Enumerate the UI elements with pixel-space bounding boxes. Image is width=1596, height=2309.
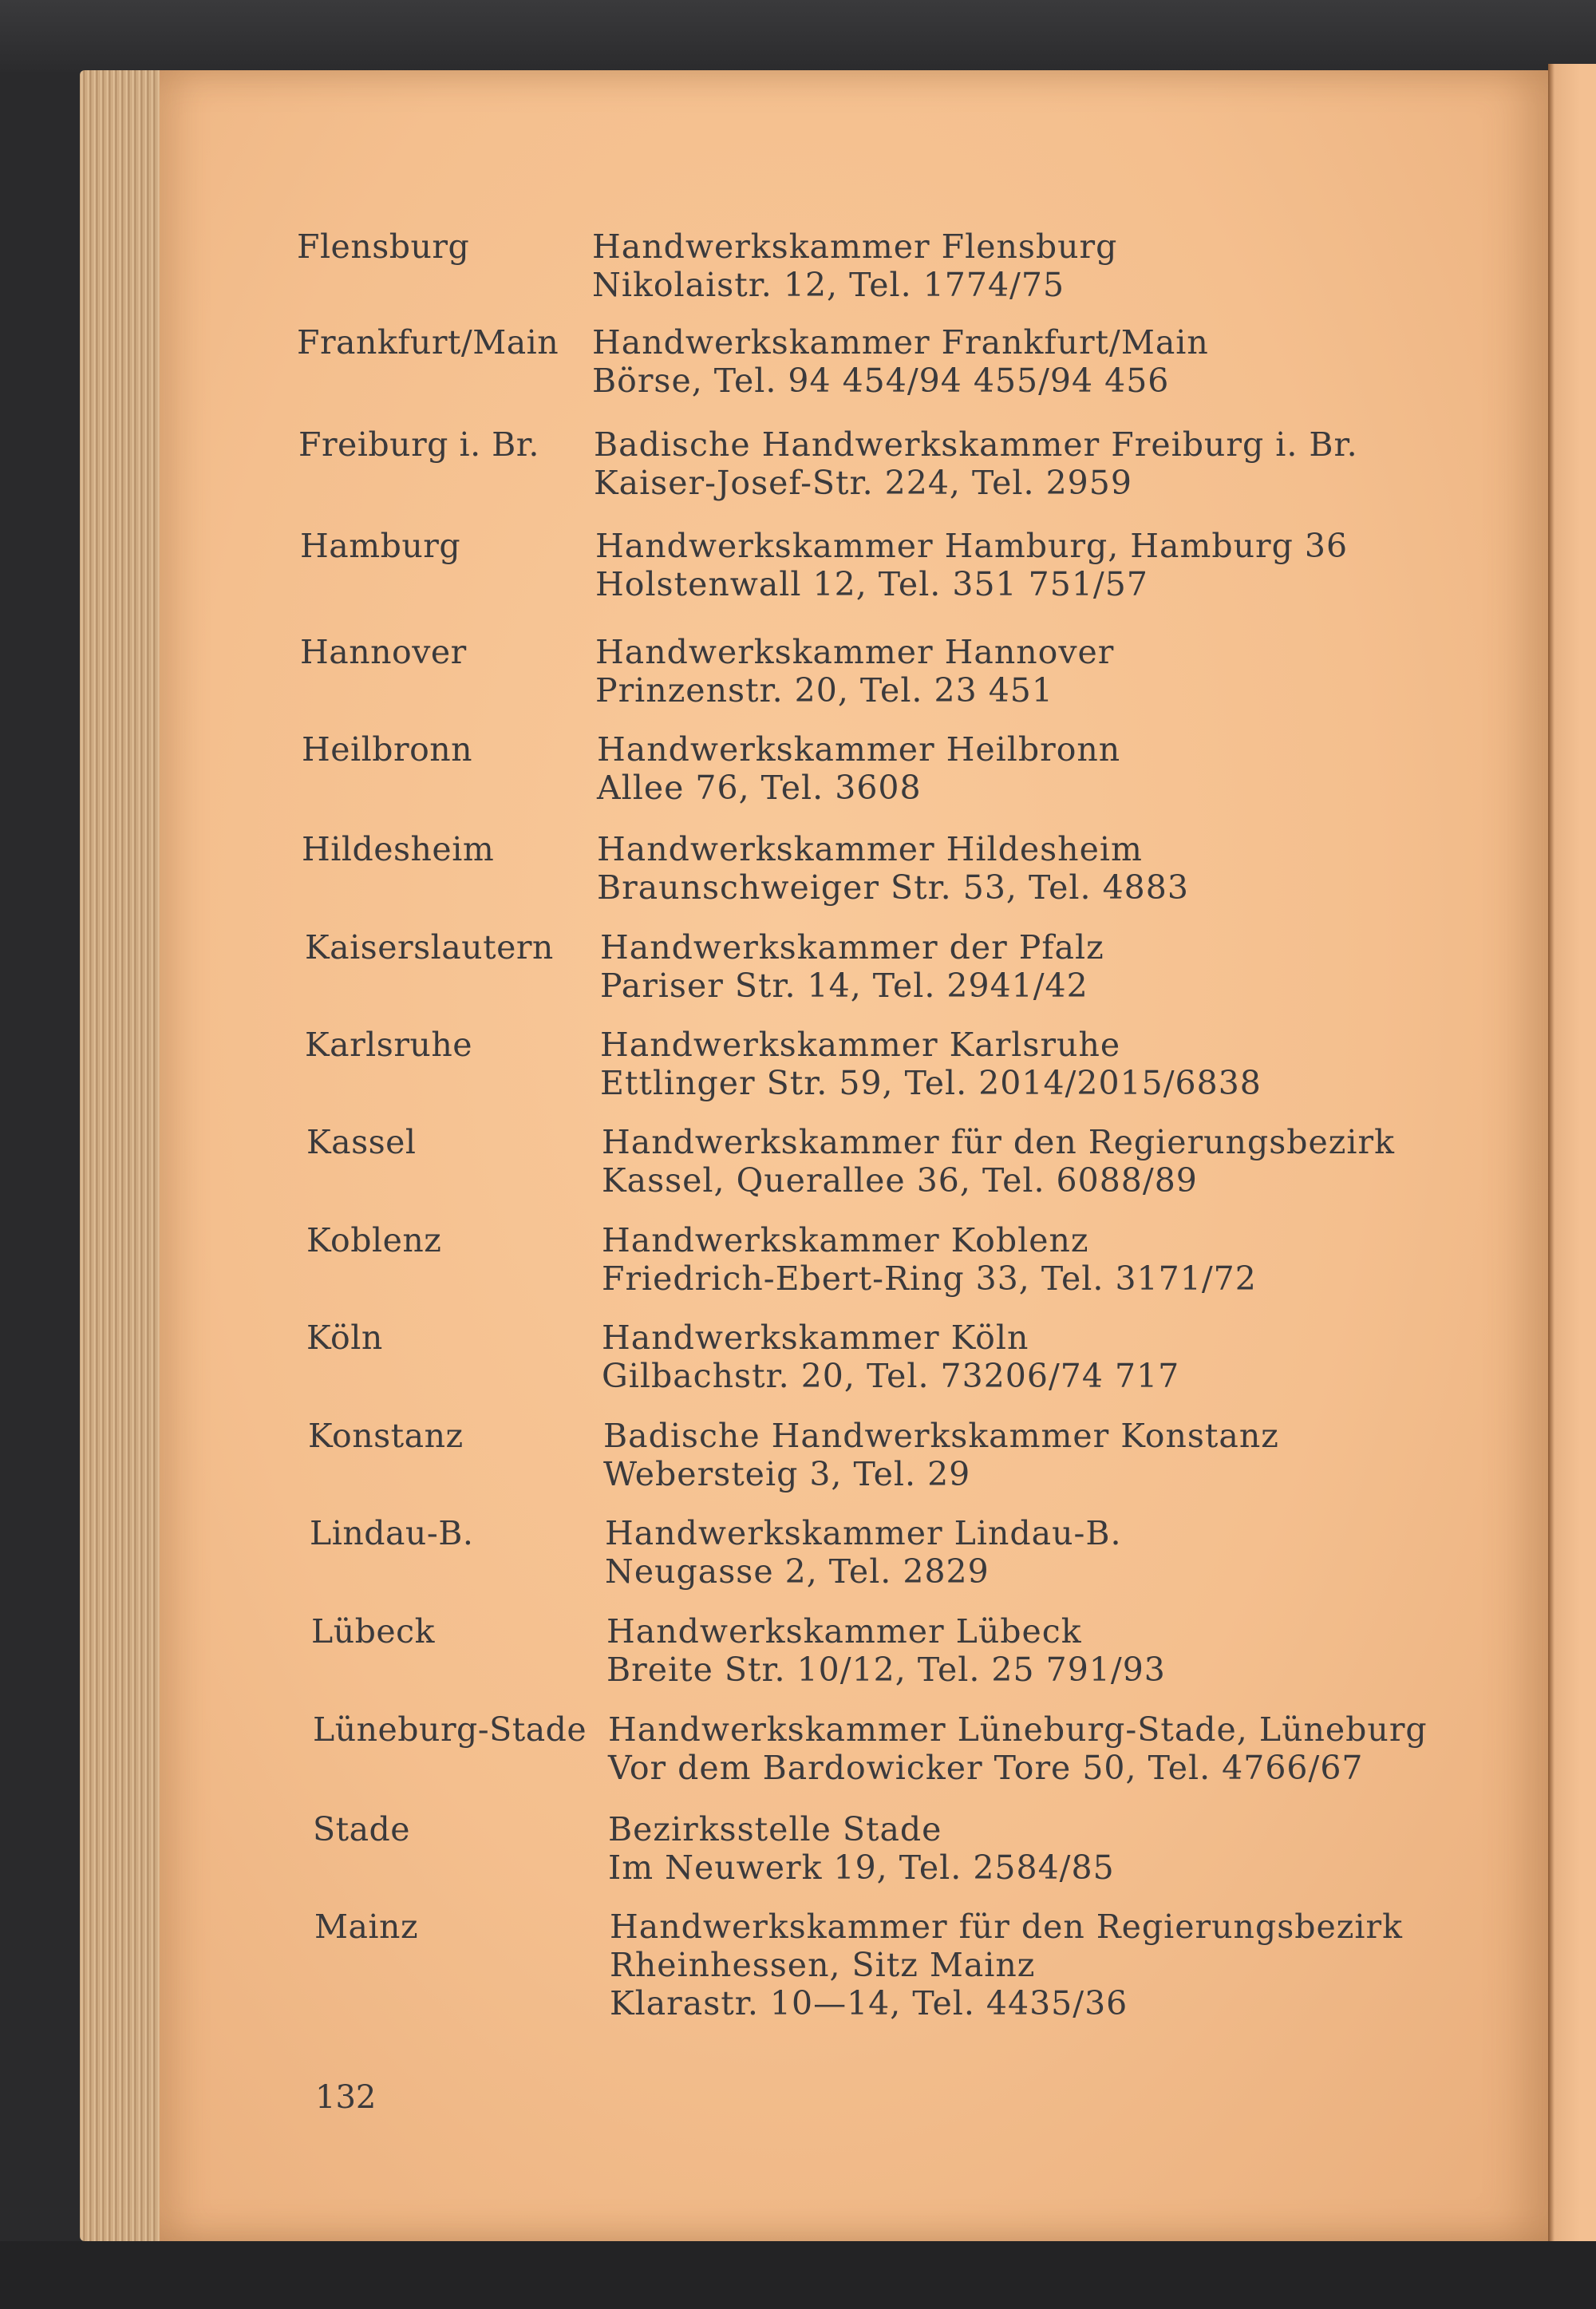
directory-entry bbox=[302, 730, 1120, 807]
city-name: Koblenz bbox=[306, 1221, 442, 1259]
city-name: Mainz bbox=[314, 1908, 419, 1946]
city-name: Stade bbox=[313, 1810, 411, 1848]
chamber-name: Badische Handwerkskammer Freiburg i. Br. bbox=[594, 425, 1358, 464]
directory-entry bbox=[306, 1123, 1395, 1200]
chamber-details bbox=[600, 1026, 1262, 1102]
city-name: Frankfurt/Main bbox=[297, 323, 559, 362]
address-line: Börse, Tel. 94 454/94 455/94 456 bbox=[592, 362, 1170, 400]
directory-entry bbox=[298, 425, 1358, 502]
directory-entry bbox=[297, 227, 1117, 304]
directory-entry bbox=[305, 1026, 1262, 1102]
directory-entry bbox=[297, 323, 1209, 400]
directory-entry bbox=[300, 527, 1348, 603]
address-line: Allee 76, Tel. 3608 bbox=[597, 769, 922, 807]
address-line: Neugasse 2, Tel. 2829 bbox=[605, 1552, 990, 1591]
city-name: Konstanz bbox=[308, 1417, 464, 1455]
chamber-name: Bezirksstelle Stade bbox=[608, 1810, 942, 1848]
chamber-details bbox=[597, 730, 1120, 807]
city-name: Lüneburg-Stade bbox=[313, 1710, 587, 1749]
city-name: Karlsruhe bbox=[305, 1026, 473, 1064]
page-edges bbox=[80, 70, 168, 2241]
directory-entry bbox=[300, 633, 1114, 710]
chamber-name: Handwerkskammer Köln bbox=[602, 1319, 1029, 1357]
directory-entry bbox=[310, 1514, 1122, 1591]
address-line: Friedrich-Ebert-Ring 33, Tel. 3171/72 bbox=[602, 1259, 1257, 1298]
chamber-name: Handwerkskammer Lübeck bbox=[606, 1612, 1082, 1651]
address-line: Breite Str. 10/12, Tel. 25 791/93 bbox=[606, 1651, 1166, 1689]
address-line: Pariser Str. 14, Tel. 2941/42 bbox=[600, 967, 1088, 1005]
address-line: Webersteig 3, Tel. 29 bbox=[603, 1455, 971, 1493]
directory-entry bbox=[306, 1319, 1179, 1395]
city-name: Lübeck bbox=[311, 1612, 435, 1651]
chamber-details bbox=[605, 1514, 1122, 1591]
chamber-details bbox=[603, 1417, 1279, 1493]
chamber-name: Handwerkskammer für den Regierungsbezirk bbox=[602, 1123, 1395, 1161]
city-name: Lindau-B. bbox=[310, 1514, 474, 1552]
directory-entry bbox=[311, 1612, 1166, 1689]
address-line: Gilbachstr. 20, Tel. 73206/74 717 bbox=[602, 1357, 1180, 1395]
directory-entry bbox=[313, 1810, 1115, 1887]
chamber-details bbox=[597, 830, 1189, 907]
chamber-name: Handwerkskammer Hannover bbox=[595, 633, 1115, 671]
chamber-details bbox=[595, 527, 1348, 603]
chamber-name: Handwerkskammer Flensburg bbox=[592, 227, 1118, 266]
chamber-name: Handwerkskammer Frankfurt/Main bbox=[592, 323, 1209, 362]
chamber-details bbox=[592, 227, 1117, 304]
directory-entry bbox=[306, 1221, 1257, 1298]
chamber-details bbox=[595, 633, 1114, 710]
city-name: Flensburg bbox=[297, 227, 470, 266]
chamber-details bbox=[602, 1319, 1179, 1395]
directory-entry bbox=[313, 1710, 1428, 1787]
address-line: Nikolaistr. 12, Tel. 1774/75 bbox=[592, 266, 1065, 304]
chamber-name: Handwerkskammer Hildesheim bbox=[597, 830, 1143, 868]
background-bottom bbox=[0, 2241, 1596, 2309]
chamber-name: Handwerkskammer Lüneburg-Stade, Lüneburg bbox=[608, 1710, 1428, 1749]
city-name: Kaiserslautern bbox=[305, 928, 554, 967]
address-line: Kaiser-Josef-Str. 224, Tel. 2959 bbox=[594, 464, 1132, 502]
city-name: Heilbronn bbox=[302, 730, 473, 769]
city-name: Hamburg bbox=[300, 527, 461, 565]
city-name: Freiburg i. Br. bbox=[298, 425, 539, 464]
city-name: Hildesheim bbox=[302, 830, 495, 868]
address-line: Im Neuwerk 19, Tel. 2584/85 bbox=[608, 1848, 1115, 1887]
chamber-name: Handwerkskammer der Pfalz bbox=[600, 928, 1104, 967]
next-page-edge bbox=[1548, 64, 1596, 2267]
chamber-name: Handwerkskammer Koblenz bbox=[602, 1221, 1089, 1259]
directory-entry bbox=[314, 1908, 1403, 2022]
directory-entry bbox=[308, 1417, 1279, 1493]
address-line: Ettlinger Str. 59, Tel. 2014/2015/6838 bbox=[600, 1064, 1262, 1102]
page-number: 132 bbox=[315, 2079, 377, 2116]
city-name: Hannover bbox=[300, 633, 467, 671]
chamber-name: Handwerkskammer Lindau-B. bbox=[605, 1514, 1122, 1552]
address-line: Kassel, Querallee 36, Tel. 6088/89 bbox=[602, 1161, 1198, 1200]
address-line: Braunschweiger Str. 53, Tel. 4883 bbox=[597, 868, 1189, 907]
chamber-name: Badische Handwerkskammer Konstanz bbox=[603, 1417, 1279, 1455]
chamber-details bbox=[606, 1612, 1166, 1689]
chamber-name: Handwerkskammer Heilbronn bbox=[597, 730, 1121, 769]
chamber-details bbox=[608, 1810, 1115, 1887]
address-line: Prinzenstr. 20, Tel. 23 451 bbox=[595, 671, 1053, 710]
chamber-name: Handwerkskammer für den Regierungsbezirk bbox=[610, 1908, 1403, 1946]
city-name: Köln bbox=[306, 1319, 383, 1357]
chamber-details bbox=[602, 1221, 1257, 1298]
address-line: Klarastr. 10—14, Tel. 4435/36 bbox=[610, 1984, 1128, 2022]
directory-entry bbox=[305, 928, 1104, 1005]
chamber-name: Handwerkskammer Karlsruhe bbox=[600, 1026, 1121, 1064]
chamber-details bbox=[600, 928, 1104, 1005]
address-line: Rheinhessen, Sitz Mainz bbox=[610, 1946, 1036, 1984]
chamber-name: Handwerkskammer Hamburg, Hamburg 36 bbox=[595, 527, 1349, 565]
chamber-details bbox=[610, 1908, 1403, 2022]
chamber-details bbox=[592, 323, 1209, 400]
directory-entry bbox=[302, 830, 1189, 907]
chamber-details bbox=[602, 1123, 1395, 1200]
chamber-details bbox=[608, 1710, 1428, 1787]
address-line: Holstenwall 12, Tel. 351 751/57 bbox=[595, 565, 1148, 603]
city-name: Kassel bbox=[306, 1123, 417, 1161]
address-line: Vor dem Bardowicker Tore 50, Tel. 4766/67 bbox=[608, 1749, 1364, 1787]
background-top bbox=[0, 0, 1596, 72]
chamber-details bbox=[594, 425, 1358, 502]
